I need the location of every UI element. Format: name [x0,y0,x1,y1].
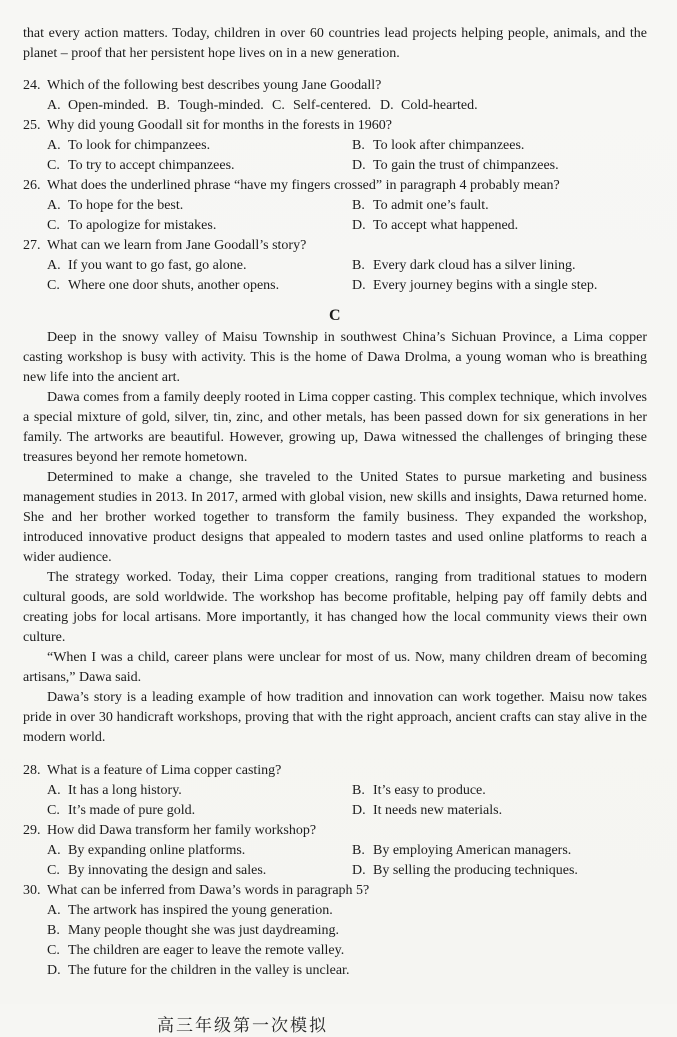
option-label: D. [352,218,366,233]
option-c [47,941,647,961]
option-c [47,861,352,881]
question-30 [23,881,647,981]
question-24 [23,76,647,116]
option-text: By employing American managers. [373,843,572,858]
question-27-options [47,256,647,296]
option-text: The children are eager to leave the remote valley. [68,943,345,958]
option-c [47,156,352,176]
option-text: If you want to go fast, go alone. [68,258,247,273]
question-stem: Why did young Goodall sit for months in the forests in 1960? [47,118,392,133]
option-text: Every journey begins with a single step. [373,278,598,293]
question-number: 27. [23,238,41,253]
option-b [352,841,647,861]
page-footer: 高三年级第一次模拟 [157,1016,328,1035]
option-b [352,136,647,156]
option-text: It has a long history. [68,783,182,798]
option-d [352,861,647,881]
passage-paragraph-1: Deep in the snowy valley of Maisu Township in southwest China’s Sichuan Province, a Lima copper casting workshop is busy with activity. This is the home of Dawa Drolma, a young woman who is breathing new life into the ancient art. [23,330,647,385]
option-label: A. [47,843,61,858]
option-text: To look after chimpanzees. [373,138,525,153]
question-number: 25. [23,118,41,133]
passage-paragraph-6: Dawa’s story is a leading example of how tradition and innovation can work together. Maisu now takes pride in over 30 handicraft workshops, proving that with the right approach, ancient crafts can stay alive in the modern world. [23,690,647,745]
question-stem: Which of the following best describes young Jane Goodall? [47,78,382,93]
option-label: B. [352,258,365,273]
option-text: To look for chimpanzees. [68,138,211,153]
option-label: B. [47,923,60,938]
passage-paragraph-2: Dawa comes from a family deeply rooted in Lima copper casting. This complex technique, which involves a special mixture of gold, silver, tin, zinc, and other metals, has been passed down for six generations in her family. The artworks are beautiful. However, growing up, Dawa witnessed the challenges of bringing these treasures beyond her remote hometown. [23,390,647,465]
question-28 [23,761,647,821]
option-label: A. [47,258,61,273]
option-label: C. [47,863,60,878]
question-26-stem-line [23,176,647,196]
option-text: The artwork has inspired the young generation. [68,903,333,918]
passage-paragraph-3: Determined to make a change, she traveled to the United States to pursue marketing and business management studies in 2013. In 2017, armed with global vision, new skills and insights, Dawa returned home. She and her brother worked together to transform the family business. They expanded the workshop, introduced innovative product designs that appealed to modern tastes and used online platforms to reach a wider audience. [23,470,647,565]
option-text: It’s made of pure gold. [68,803,196,818]
option-text: It needs new materials. [373,803,503,818]
option-a [47,901,647,921]
question-24-options [47,96,647,116]
option-d [352,801,647,821]
option-label: A. [47,198,61,213]
option-label: C. [47,278,60,293]
question-25-options [47,136,647,176]
option-text: To try to accept chimpanzees. [68,158,235,173]
question-stem: What does the underlined phrase “have my fingers crossed” in paragraph 4 probably mean? [47,178,560,193]
question-stem: What is a feature of Lima copper casting? [47,763,282,778]
option-d [352,156,647,176]
option-text: By selling the producing techniques. [373,863,578,878]
question-25-stem-line [23,116,647,136]
part-c-questions [23,761,647,981]
option-label: B. [352,843,365,858]
passage-paragraph-5: “When I was a child, career plans were unclear for most of us. Now, many children dream of becoming artisans,” Dawa said. [23,650,647,685]
question-number: 26. [23,178,41,193]
passage-paragraph-4: The strategy worked. Today, their Lima copper creations, ranging from traditional statues to modern cultural goods, are sold worldwide. The workshop has become profitable, helping pay off family debts and creating jobs for local artisans. More importantly, it has changed how the local community views their own culture. [23,570,647,645]
option-label: B. [352,138,365,153]
question-27 [23,236,647,296]
option-text: To accept what happened. [373,218,519,233]
question-27-stem-line [23,236,647,256]
option-c [47,801,352,821]
option-label: D. [352,158,366,173]
option-label: D. [352,803,366,818]
option-text: Open-minded. [68,98,149,113]
question-26 [23,176,647,236]
option-label: D. [352,863,366,878]
option-label: A. [47,903,61,918]
reading-passage-c [23,328,647,748]
option-text: Where one door shuts, another opens. [68,278,280,293]
question-number: 30. [23,883,41,898]
question-number: 29. [23,823,41,838]
option-d [352,216,647,236]
question-29 [23,821,647,881]
option-d [352,276,647,296]
option-label: D. [47,963,61,978]
option-b [352,196,647,216]
question-26-options [47,196,647,236]
option-a [47,256,352,276]
option-text: By expanding online platforms. [68,843,246,858]
option-label: A. [47,783,61,798]
question-24-stem-line [23,76,647,96]
section-c-heading: C [328,307,342,324]
question-number: 24. [23,78,41,93]
question-stem: What can we learn from Jane Goodall’s story? [47,238,307,253]
option-text: To apologize for mistakes. [68,218,217,233]
option-text: Cold-hearted. [401,98,478,113]
option-b [352,781,647,801]
option-label: B. [352,198,365,213]
option-a [47,781,352,801]
question-30-stem-line [23,881,647,901]
question-28-options [47,781,647,821]
question-28-stem-line [23,761,647,781]
option-b [352,256,647,276]
option-label: C. [47,943,60,958]
option-label: D. [380,98,394,113]
option-d [47,961,647,981]
option-text: To gain the trust of chimpanzees. [373,158,559,173]
option-text: Self-centered. [293,98,372,113]
option-a [47,196,352,216]
option-c [47,276,352,296]
intro-paragraph: that every action matters. Today, children in over 60 countries lead projects helping people, animals, and the planet – proof that her persistent hope lives on in a new generation. [23,26,647,61]
option-text: Tough-minded. [178,98,264,113]
option-label: D. [352,278,366,293]
option-a [47,136,352,156]
question-stem: What can be inferred from Dawa’s words in paragraph 5? [47,883,370,898]
option-text: By innovating the design and sales. [68,863,267,878]
option-label: B. [352,783,365,798]
option-text: The future for the children in the valley is unclear. [68,963,350,978]
option-c [47,216,352,236]
option-label: A. [47,98,61,113]
question-25 [23,116,647,176]
question-30-options [47,901,647,981]
question-number: 28. [23,763,41,778]
option-d [380,96,478,116]
option-label: C. [47,218,60,233]
option-text: Many people thought she was just daydreaming. [68,923,340,938]
option-text: Every dark cloud has a silver lining. [373,258,576,273]
option-label: C. [47,158,60,173]
option-label: C. [272,98,285,113]
question-29-options [47,841,647,881]
option-text: It’s easy to produce. [373,783,486,798]
option-b [47,921,647,941]
option-a [47,841,352,861]
question-29-stem-line [23,821,647,841]
question-stem: How did Dawa transform her family workshop? [47,823,317,838]
option-label: B. [157,98,170,113]
option-a [47,96,157,116]
option-label: C. [47,803,60,818]
option-label: A. [47,138,61,153]
option-c [272,96,380,116]
option-text: To hope for the best. [68,198,184,213]
option-text: To admit one’s fault. [373,198,489,213]
option-b [157,96,272,116]
